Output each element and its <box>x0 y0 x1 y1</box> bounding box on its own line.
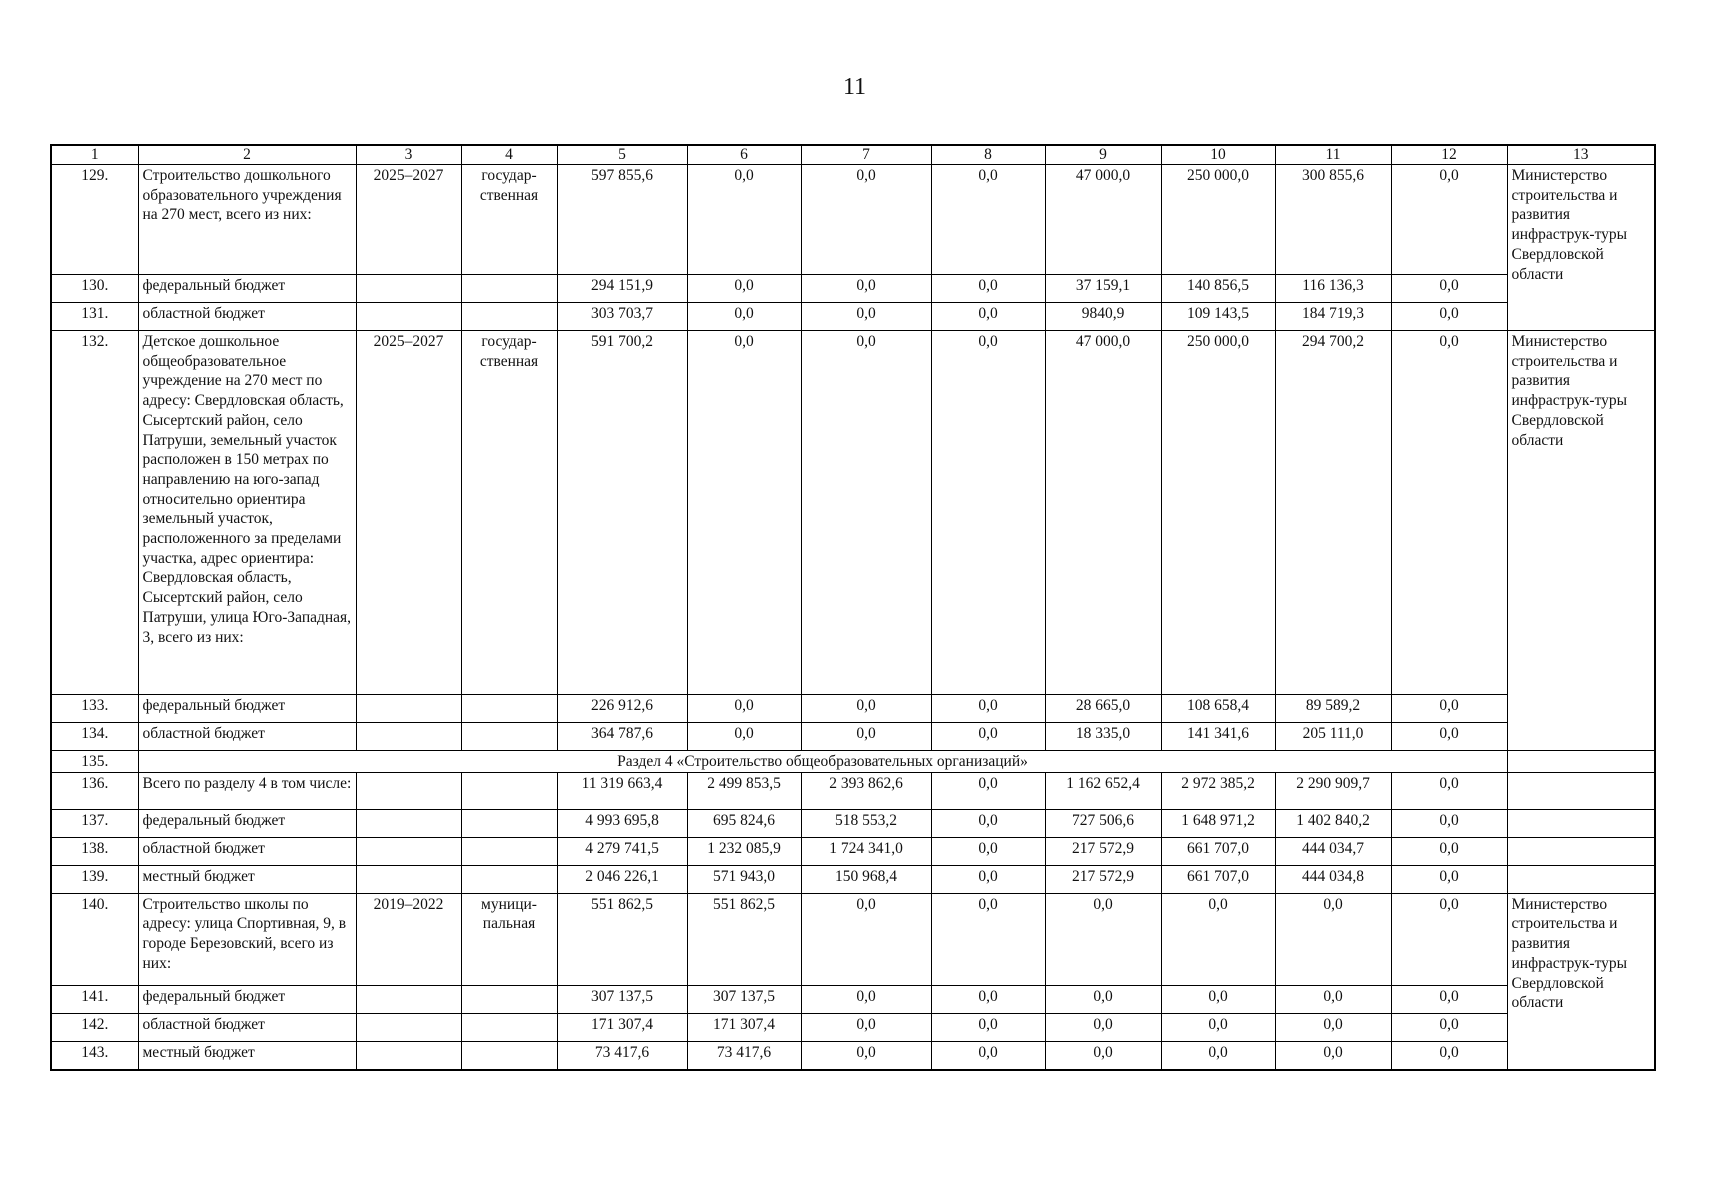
column-header: 2 <box>138 145 356 165</box>
period-cell: 2025–2027 <box>356 331 461 695</box>
header-row <box>51 145 1655 165</box>
row-number-cell: 142. <box>51 1013 138 1041</box>
amount-cell: 0,0 <box>931 837 1045 865</box>
amount-cell: 4 993 695,8 <box>557 809 687 837</box>
amount-cell: 444 034,8 <box>1275 865 1391 893</box>
amount-cell: 250 000,0 <box>1161 165 1275 275</box>
ownership-type-cell: государ-ственная <box>461 331 557 695</box>
amount-cell: 551 862,5 <box>557 893 687 985</box>
amount-cell: 0,0 <box>1161 893 1275 985</box>
ownership-type-cell <box>461 985 557 1013</box>
amount-cell: 303 703,7 <box>557 303 687 331</box>
ownership-type-cell <box>461 772 557 809</box>
column-header: 8 <box>931 145 1045 165</box>
amount-cell: 0,0 <box>931 865 1045 893</box>
amount-cell: 0,0 <box>1391 837 1507 865</box>
amount-cell: 0,0 <box>931 772 1045 809</box>
period-cell: 2019–2022 <box>356 893 461 985</box>
amount-cell: 141 341,6 <box>1161 723 1275 751</box>
row-number-cell: 143. <box>51 1041 138 1070</box>
amount-cell: 0,0 <box>931 275 1045 303</box>
column-header: 6 <box>687 145 801 165</box>
ownership-type-cell <box>461 723 557 751</box>
empty-cell <box>1507 751 1655 773</box>
period-cell <box>356 695 461 723</box>
amount-cell: 1 402 840,2 <box>1275 809 1391 837</box>
item-name-cell: местный бюджет <box>138 1041 356 1070</box>
amount-cell: 0,0 <box>1045 1041 1161 1070</box>
amount-cell: 0,0 <box>1045 985 1161 1013</box>
row-number-cell: 135. <box>51 751 138 773</box>
item-name-cell: Всего по разделу 4 в том числе: <box>138 772 356 809</box>
amount-cell: 109 143,5 <box>1161 303 1275 331</box>
responsible-ministry-cell: Министерство строительства и развития инфраструк-туры Свердловской области <box>1507 165 1655 331</box>
amount-cell: 0,0 <box>1391 985 1507 1013</box>
amount-cell: 1 162 652,4 <box>1045 772 1161 809</box>
table-row <box>51 893 1655 985</box>
amount-cell: 0,0 <box>1391 723 1507 751</box>
amount-cell: 205 111,0 <box>1275 723 1391 751</box>
amount-cell: 116 136,3 <box>1275 275 1391 303</box>
item-name-cell: Детское дошкольное общеобразовательное учреждение на 270 мест по адресу: Свердловская область, Сысертский район, село Патруши, земельный участок расположен в 150 метрах по направлению на юго-запад относительно ориентира земельный участок, расположенного за пределами участка, адрес ориентира: Свердловская область, Сысертский район, село Патруши, улица Юго-Западная, 3, всего из них: <box>138 331 356 695</box>
amount-cell: 0,0 <box>1275 985 1391 1013</box>
table-row <box>51 985 1655 1013</box>
amount-cell: 0,0 <box>931 331 1045 695</box>
row-number-cell: 136. <box>51 772 138 809</box>
table-row <box>51 275 1655 303</box>
ownership-type-cell: муници-пальная <box>461 893 557 985</box>
amount-cell: 0,0 <box>687 275 801 303</box>
responsible-ministry-cell: Министерство строительства и развития инфраструк-туры Свердловской области <box>1507 331 1655 751</box>
amount-cell: 0,0 <box>931 723 1045 751</box>
amount-cell: 0,0 <box>931 893 1045 985</box>
amount-cell: 250 000,0 <box>1161 331 1275 695</box>
amount-cell: 140 856,5 <box>1161 275 1275 303</box>
period-cell <box>356 1013 461 1041</box>
amount-cell: 0,0 <box>931 809 1045 837</box>
row-number-cell: 138. <box>51 837 138 865</box>
period-cell <box>356 809 461 837</box>
budget-table <box>50 144 1656 1071</box>
amount-cell: 0,0 <box>687 695 801 723</box>
row-number-cell: 129. <box>51 165 138 275</box>
amount-cell: 1 232 085,9 <box>687 837 801 865</box>
amount-cell: 0,0 <box>1391 893 1507 985</box>
amount-cell: 47 000,0 <box>1045 165 1161 275</box>
row-number-cell: 140. <box>51 893 138 985</box>
item-name-cell: областной бюджет <box>138 837 356 865</box>
row-number-cell: 132. <box>51 331 138 695</box>
amount-cell: 2 499 853,5 <box>687 772 801 809</box>
amount-cell: 0,0 <box>931 1013 1045 1041</box>
amount-cell: 0,0 <box>1045 1013 1161 1041</box>
amount-cell: 0,0 <box>687 165 801 275</box>
amount-cell: 18 335,0 <box>1045 723 1161 751</box>
amount-cell: 727 506,6 <box>1045 809 1161 837</box>
empty-cell <box>1507 809 1655 837</box>
empty-cell <box>1507 772 1655 809</box>
amount-cell: 171 307,4 <box>557 1013 687 1041</box>
amount-cell: 0,0 <box>1391 865 1507 893</box>
amount-cell: 0,0 <box>1391 809 1507 837</box>
table-row <box>51 1041 1655 1070</box>
ownership-type-cell <box>461 1013 557 1041</box>
row-number-cell: 131. <box>51 303 138 331</box>
responsible-ministry-cell: Министерство строительства и развития инфраструк-туры Свердловской области <box>1507 893 1655 1070</box>
amount-cell: 0,0 <box>801 275 931 303</box>
row-number-cell: 141. <box>51 985 138 1013</box>
amount-cell: 0,0 <box>1391 772 1507 809</box>
amount-cell: 11 319 663,4 <box>557 772 687 809</box>
amount-cell: 150 968,4 <box>801 865 931 893</box>
row-number-cell: 134. <box>51 723 138 751</box>
table-row <box>51 865 1655 893</box>
amount-cell: 0,0 <box>801 723 931 751</box>
amount-cell: 661 707,0 <box>1161 837 1275 865</box>
empty-cell <box>1507 865 1655 893</box>
amount-cell: 2 972 385,2 <box>1161 772 1275 809</box>
amount-cell: 0,0 <box>801 1013 931 1041</box>
column-header: 5 <box>557 145 687 165</box>
amount-cell: 0,0 <box>801 165 931 275</box>
amount-cell: 0,0 <box>931 303 1045 331</box>
amount-cell: 0,0 <box>1275 1013 1391 1041</box>
amount-cell: 1 648 971,2 <box>1161 809 1275 837</box>
amount-cell: 300 855,6 <box>1275 165 1391 275</box>
column-header: 3 <box>356 145 461 165</box>
column-header: 12 <box>1391 145 1507 165</box>
amount-cell: 0,0 <box>931 695 1045 723</box>
table-row <box>51 165 1655 275</box>
amount-cell: 0,0 <box>801 985 931 1013</box>
ownership-type-cell <box>461 865 557 893</box>
amount-cell: 0,0 <box>801 303 931 331</box>
period-cell: 2025–2027 <box>356 165 461 275</box>
table-row <box>51 751 1655 773</box>
period-cell <box>356 865 461 893</box>
amount-cell: 551 862,5 <box>687 893 801 985</box>
amount-cell: 0,0 <box>1161 1041 1275 1070</box>
period-cell <box>356 723 461 751</box>
empty-cell <box>1507 837 1655 865</box>
amount-cell: 2 393 862,6 <box>801 772 931 809</box>
amount-cell: 0,0 <box>1275 1041 1391 1070</box>
amount-cell: 0,0 <box>1391 165 1507 275</box>
amount-cell: 307 137,5 <box>557 985 687 1013</box>
amount-cell: 0,0 <box>1045 893 1161 985</box>
amount-cell: 0,0 <box>801 1041 931 1070</box>
amount-cell: 294 700,2 <box>1275 331 1391 695</box>
amount-cell: 171 307,4 <box>687 1013 801 1041</box>
item-name-cell: областной бюджет <box>138 723 356 751</box>
amount-cell: 0,0 <box>1391 1013 1507 1041</box>
column-header: 9 <box>1045 145 1161 165</box>
ownership-type-cell <box>461 695 557 723</box>
amount-cell: 73 417,6 <box>557 1041 687 1070</box>
section-title-cell: Раздел 4 «Строительство общеобразовательных организаций» <box>138 751 1507 773</box>
ownership-type-cell <box>461 809 557 837</box>
amount-cell: 0,0 <box>801 893 931 985</box>
amount-cell: 364 787,6 <box>557 723 687 751</box>
amount-cell: 184 719,3 <box>1275 303 1391 331</box>
period-cell <box>356 303 461 331</box>
amount-cell: 2 290 909,7 <box>1275 772 1391 809</box>
amount-cell: 307 137,5 <box>687 985 801 1013</box>
row-number-cell: 130. <box>51 275 138 303</box>
amount-cell: 217 572,9 <box>1045 865 1161 893</box>
amount-cell: 571 943,0 <box>687 865 801 893</box>
period-cell <box>356 275 461 303</box>
amount-cell: 591 700,2 <box>557 331 687 695</box>
table-row <box>51 303 1655 331</box>
amount-cell: 217 572,9 <box>1045 837 1161 865</box>
amount-cell: 0,0 <box>687 723 801 751</box>
amount-cell: 28 665,0 <box>1045 695 1161 723</box>
ownership-type-cell: государ-ственная <box>461 165 557 275</box>
amount-cell: 444 034,7 <box>1275 837 1391 865</box>
column-header: 11 <box>1275 145 1391 165</box>
amount-cell: 2 046 226,1 <box>557 865 687 893</box>
amount-cell: 0,0 <box>687 303 801 331</box>
ownership-type-cell <box>461 837 557 865</box>
item-name-cell: федеральный бюджет <box>138 985 356 1013</box>
period-cell <box>356 772 461 809</box>
amount-cell: 1 724 341,0 <box>801 837 931 865</box>
table-row <box>51 809 1655 837</box>
column-header: 4 <box>461 145 557 165</box>
amount-cell: 0,0 <box>1275 893 1391 985</box>
table-row <box>51 1013 1655 1041</box>
amount-cell: 0,0 <box>1391 1041 1507 1070</box>
amount-cell: 597 855,6 <box>557 165 687 275</box>
amount-cell: 0,0 <box>1161 985 1275 1013</box>
item-name-cell: местный бюджет <box>138 865 356 893</box>
amount-cell: 4 279 741,5 <box>557 837 687 865</box>
table-row <box>51 331 1655 695</box>
period-cell <box>356 1041 461 1070</box>
amount-cell: 0,0 <box>1391 695 1507 723</box>
amount-cell: 518 553,2 <box>801 809 931 837</box>
item-name-cell: Строительство школы по адресу: улица Спортивная, 9, в городе Березовский, всего из них: <box>138 893 356 985</box>
ownership-type-cell <box>461 1041 557 1070</box>
page-number: 11 <box>842 74 867 100</box>
ownership-type-cell <box>461 275 557 303</box>
amount-cell: 47 000,0 <box>1045 331 1161 695</box>
table-row <box>51 772 1655 809</box>
table-row <box>51 695 1655 723</box>
item-name-cell: федеральный бюджет <box>138 275 356 303</box>
row-number-cell: 139. <box>51 865 138 893</box>
period-cell <box>356 985 461 1013</box>
amount-cell: 108 658,4 <box>1161 695 1275 723</box>
amount-cell: 0,0 <box>931 985 1045 1013</box>
amount-cell: 89 589,2 <box>1275 695 1391 723</box>
amount-cell: 0,0 <box>931 165 1045 275</box>
amount-cell: 226 912,6 <box>557 695 687 723</box>
amount-cell: 661 707,0 <box>1161 865 1275 893</box>
column-header: 1 <box>51 145 138 165</box>
item-name-cell: федеральный бюджет <box>138 809 356 837</box>
amount-cell: 0,0 <box>931 1041 1045 1070</box>
column-header: 13 <box>1507 145 1655 165</box>
amount-cell: 73 417,6 <box>687 1041 801 1070</box>
table-row <box>51 837 1655 865</box>
amount-cell: 695 824,6 <box>687 809 801 837</box>
item-name-cell: федеральный бюджет <box>138 695 356 723</box>
column-header: 7 <box>801 145 931 165</box>
item-name-cell: областной бюджет <box>138 1013 356 1041</box>
amount-cell: 0,0 <box>1391 275 1507 303</box>
amount-cell: 9840,9 <box>1045 303 1161 331</box>
item-name-cell: Строительство дошкольного образовательного учреждения на 270 мест, всего из них: <box>138 165 356 275</box>
amount-cell: 0,0 <box>687 331 801 695</box>
amount-cell: 0,0 <box>1161 1013 1275 1041</box>
amount-cell: 37 159,1 <box>1045 275 1161 303</box>
amount-cell: 0,0 <box>801 331 931 695</box>
row-number-cell: 137. <box>51 809 138 837</box>
amount-cell: 0,0 <box>1391 303 1507 331</box>
amount-cell: 294 151,9 <box>557 275 687 303</box>
table-row <box>51 723 1655 751</box>
period-cell <box>356 837 461 865</box>
amount-cell: 0,0 <box>801 695 931 723</box>
amount-cell: 0,0 <box>1391 331 1507 695</box>
column-header: 10 <box>1161 145 1275 165</box>
row-number-cell: 133. <box>51 695 138 723</box>
ownership-type-cell <box>461 303 557 331</box>
item-name-cell: областной бюджет <box>138 303 356 331</box>
